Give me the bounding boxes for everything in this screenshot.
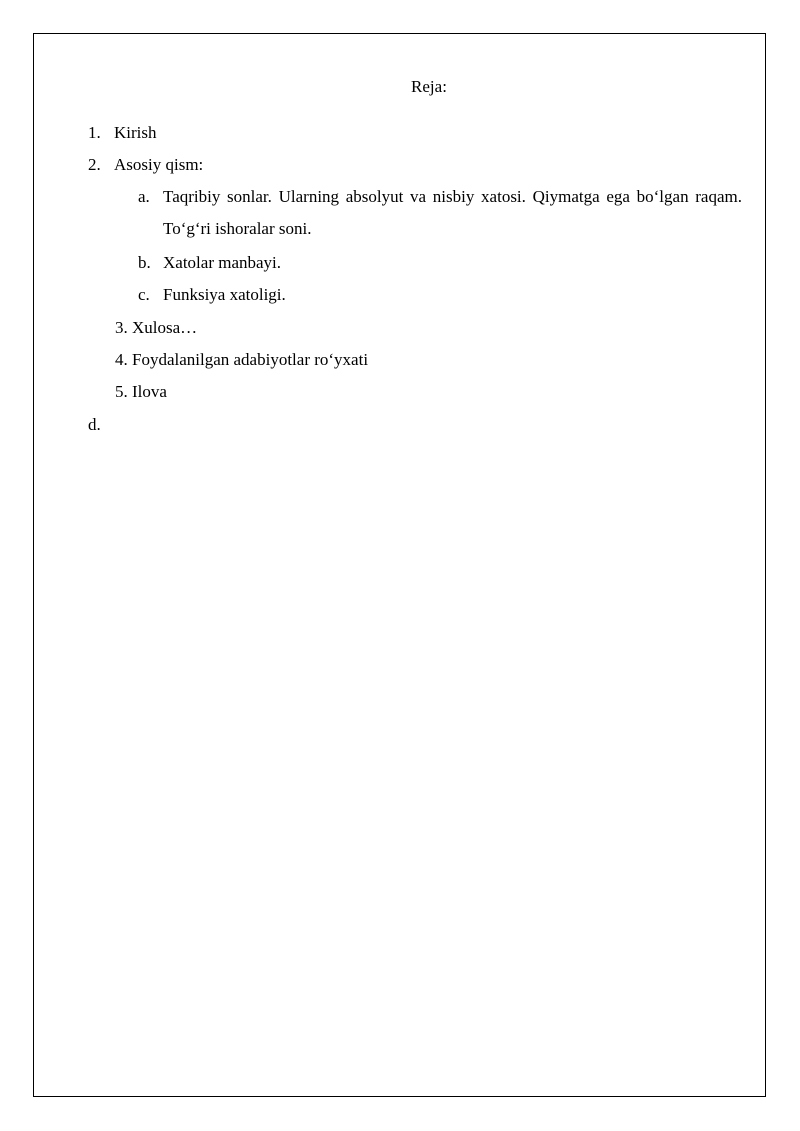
list-item-2 <box>88 153 203 177</box>
sub-item-marker: b. <box>138 253 151 272</box>
sub-item-c <box>138 283 286 307</box>
list-item-marker: 2. <box>88 155 101 174</box>
trailing-marker: d. <box>88 415 101 434</box>
sub-item-marker: c. <box>138 285 150 304</box>
sub-item-b <box>138 251 281 275</box>
list-item-marker: 1. <box>88 123 101 142</box>
list-item-1 <box>88 121 157 145</box>
plan-title: Reja: <box>411 77 447 96</box>
list-item-5: 5. Ilova <box>115 382 167 401</box>
list-item-4: 4. Foydalanilgan adabiyotlar ro‘yxati <box>115 350 369 369</box>
sub-item-a-marker: a. <box>138 187 150 206</box>
sub-item-a-text: Taqribiy sonlar. Ularning absolyut va nisbiy xatosi. Qiymatga ega bo‘lgan raqam. To‘g‘ri ishoralar soni. <box>163 187 742 238</box>
list-item-3: 3. Xulosa… <box>115 318 198 337</box>
sub-item-text: Xatolar manbayi. <box>163 253 282 272</box>
sub-item-text: Funksiya xatoligi. <box>163 285 286 304</box>
list-item-text: Kirish <box>114 123 157 142</box>
list-item-text: Asosiy qism: <box>114 155 204 174</box>
